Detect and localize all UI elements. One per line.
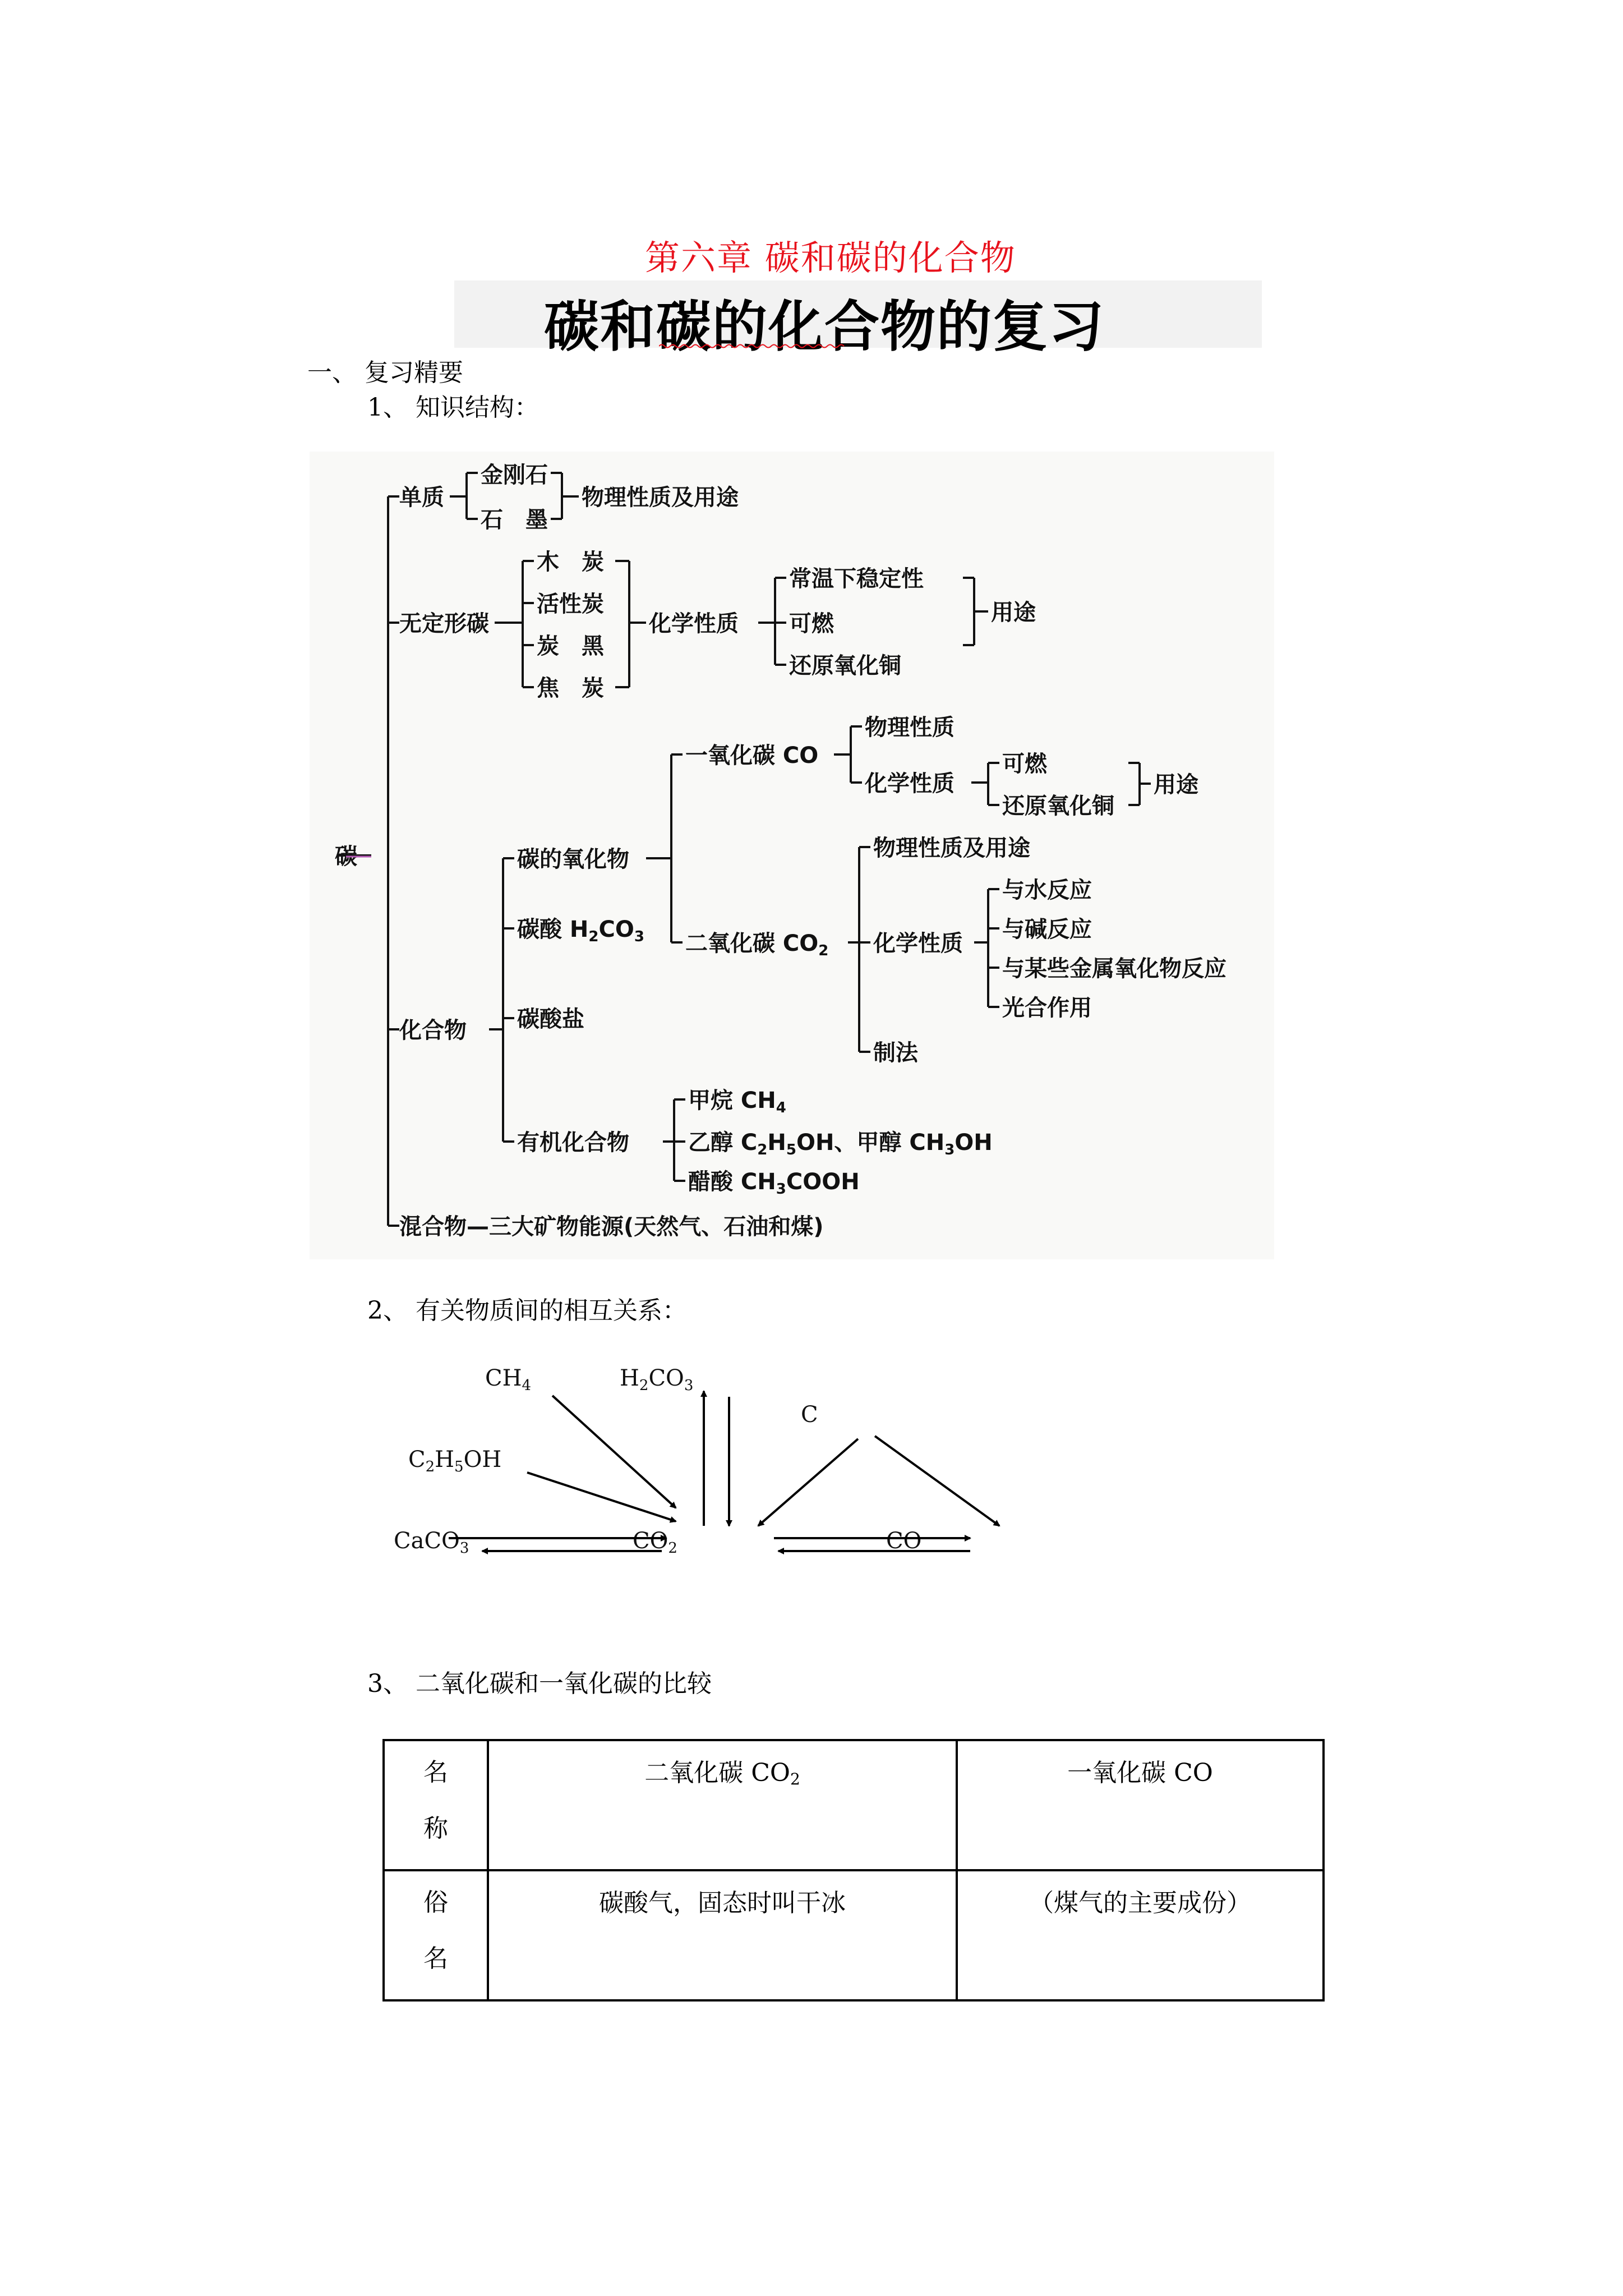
rel-c: C — [801, 1402, 818, 1428]
arrow-c2h5oh-co2 — [527, 1473, 676, 1521]
arrow-c-co — [875, 1436, 999, 1526]
rel-co: CO — [886, 1528, 922, 1554]
rel-co2: $CO_2$ — [633, 1528, 677, 1557]
tree-wudingxing: 无定形碳 — [399, 611, 489, 637]
tree-co2-jian: 与碱反应 — [1002, 917, 1092, 942]
tree-changwen: 常温下稳定性 — [789, 566, 924, 592]
tree-jiawan: 甲烷 $CH_4$ — [688, 1088, 786, 1116]
tree-hunhewu: 混合物—三大矿物能源(天然气、石油和煤) — [399, 1214, 824, 1240]
tree-jiaotan: 焦 炭 — [537, 675, 604, 701]
tree-jingangshi: 金刚石 — [481, 462, 548, 488]
tree-co2-guanghe: 光合作用 — [1002, 995, 1092, 1021]
tree-co2-zhifa: 制法 — [873, 1040, 918, 1066]
tree-huanyuan: 还原氧化铜 — [789, 653, 901, 679]
arrow-c-co2 — [758, 1439, 858, 1526]
tree-huahewu: 化合物 — [399, 1018, 467, 1043]
knowledge-tree-svg — [310, 452, 1274, 1259]
tree-co2-huaxue: 化学性质 — [873, 931, 963, 956]
table-cell-co2: 二氧化碳 CO2 — [488, 1740, 957, 1870]
tree-tan-yanghuawu: 碳的氧化物 — [517, 846, 629, 872]
tree-co-yongtu: 用途 — [1154, 772, 1198, 798]
tree-co2-name: 二氧化碳 $CO_2$ — [685, 931, 829, 959]
tree-co-huaxue: 化学性质 — [865, 771, 955, 797]
tree-co2-wuli: 物理性质及用途 — [873, 835, 1030, 861]
tree-co2-shui: 与水反应 — [1002, 877, 1092, 903]
table-cell-co: 一氧化碳 CO — [957, 1740, 1324, 1870]
rel-c2h5oh: $C_2H_5OH$ — [408, 1447, 502, 1475]
table-cell-label: 俗 名 — [384, 1870, 488, 2000]
tree-co-wuli: 物理性质 — [865, 715, 955, 740]
tree-yichun: 乙醇 $C_2H_5OH$、甲醇 $CH_3OH$ — [688, 1130, 993, 1158]
tree-co-name: 一氧化碳 CO — [685, 743, 819, 769]
tree-huoxingtan: 活性炭 — [537, 591, 604, 617]
item-comparison-heading: 3、 二氧化碳和一氧化碳的比较 — [367, 1669, 712, 1698]
tree-danzhi: 单质 — [399, 485, 444, 510]
tree-mutan: 木 炭 — [537, 549, 604, 575]
table-row — [384, 1870, 1324, 2000]
table-cell-co2: 碳酸气，固态时叫干冰 — [488, 1870, 957, 2000]
arrow-ch4-co2 — [552, 1396, 676, 1508]
item-relations-heading: 2、 有关物质间的相互关系： — [367, 1296, 687, 1325]
table-cell-co: （煤气的主要成份） — [957, 1870, 1324, 2000]
knowledge-tree-diagram — [310, 452, 1274, 1259]
tree-co2-jinshu: 与某些金属氧化物反应 — [1002, 956, 1227, 982]
tree-shimo: 石 墨 — [481, 507, 548, 533]
rel-h2co3: $H_2CO_3$ — [620, 1365, 694, 1394]
tree-tansuan: 碳酸 $H_2CO_3$ — [517, 917, 644, 945]
tree-co-keran: 可燃 — [1002, 751, 1047, 777]
section-heading: 一、 复习精要 — [307, 358, 463, 387]
tree-huaxuexingzhi: 化学性质 — [649, 611, 739, 637]
tree-tansuanyan: 碳酸盐 — [517, 1006, 584, 1032]
spellcheck-squiggle — [659, 343, 847, 349]
tree-cusuan: 醋酸 $CH_3COOH$ — [688, 1169, 860, 1198]
item-knowledge-structure-label: 1、 知识结构： — [367, 393, 539, 422]
tree-youji: 有机化合物 — [517, 1130, 629, 1156]
table-cell-label: 名 称 — [384, 1740, 488, 1870]
table-row — [384, 1740, 1324, 1870]
relations-diagram — [381, 1358, 1043, 1593]
tree-root: 碳 — [335, 844, 357, 869]
banner-title: 碳和碳的化合物的复习 — [544, 295, 1105, 359]
rel-caco3: CaCO$_3$ — [394, 1528, 469, 1557]
tree-keran: 可燃 — [789, 611, 834, 637]
tree-wuli-yongtu: 物理性质及用途 — [582, 485, 739, 510]
banner-title-box — [454, 280, 1262, 359]
rel-ch4: $CH_4$ — [485, 1365, 532, 1394]
tree-tanhei: 炭 黑 — [537, 633, 604, 659]
tree-yongtu: 用途 — [991, 600, 1036, 625]
comparison-table — [382, 1739, 1325, 2001]
chapter-title: 第六章 碳和碳的化合物 — [645, 237, 1016, 278]
tree-co-huanyuan: 还原氧化铜 — [1002, 793, 1114, 819]
